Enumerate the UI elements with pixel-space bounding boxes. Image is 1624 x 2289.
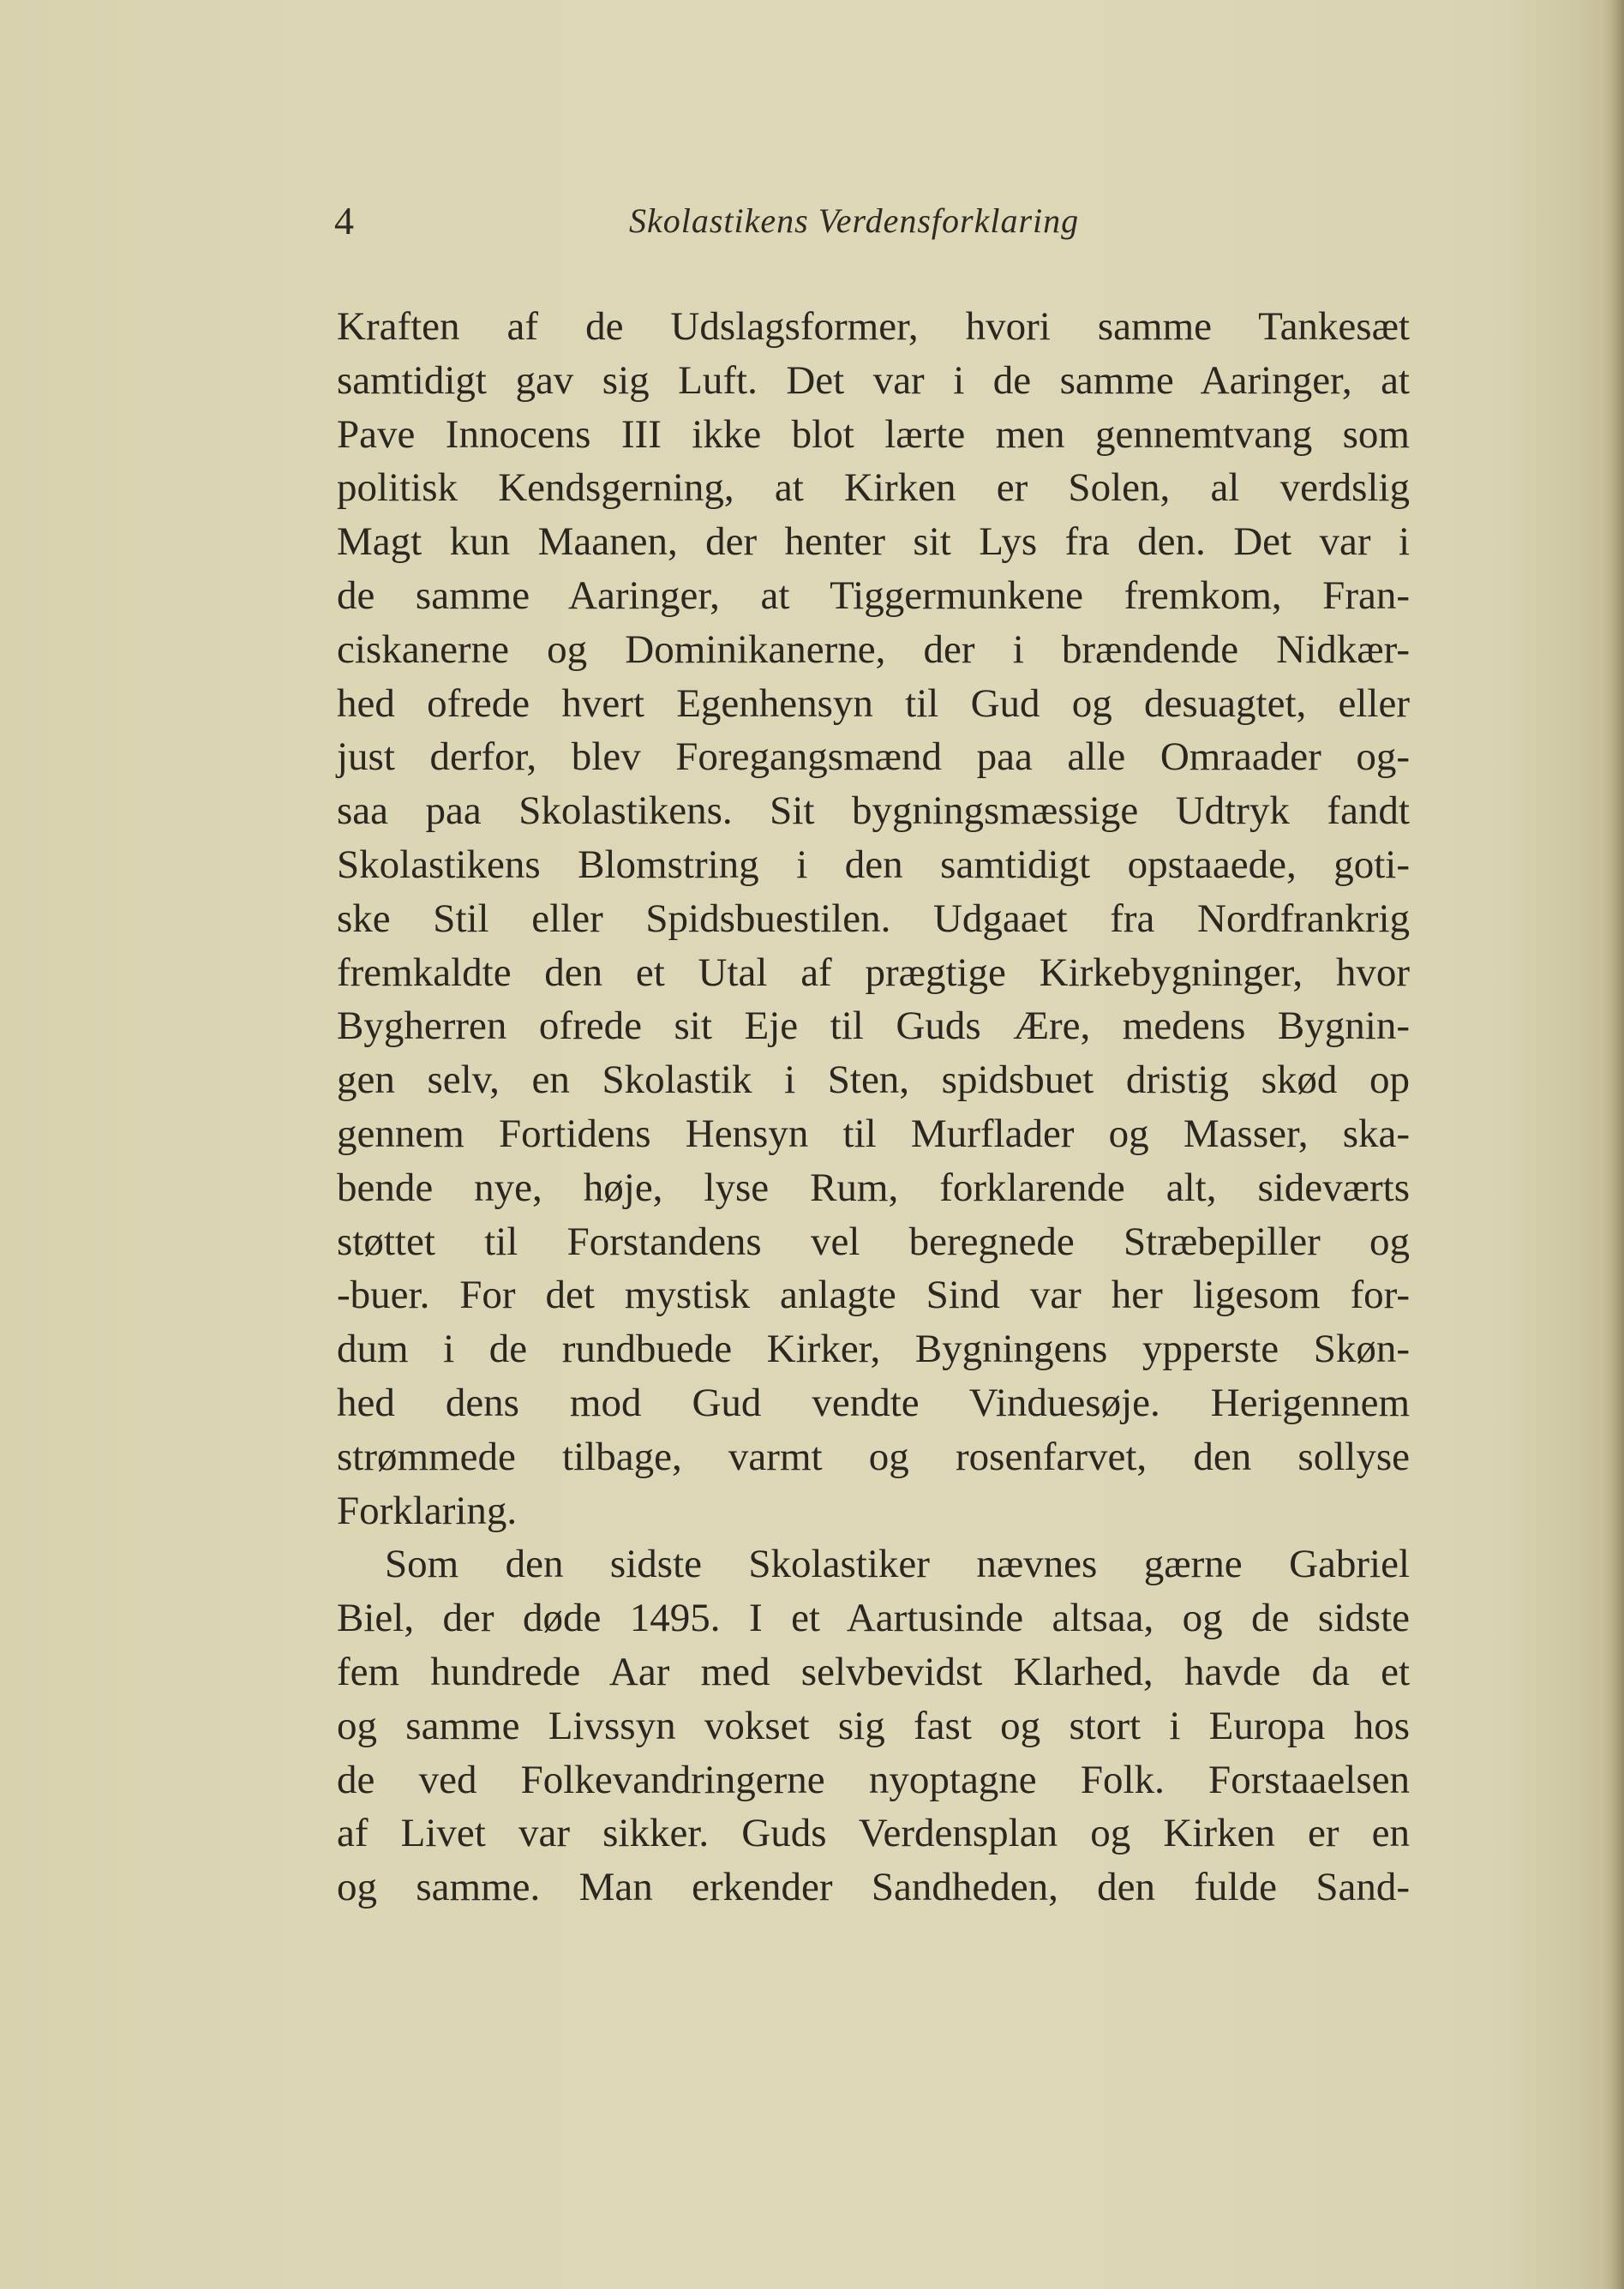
- text-line: Magt kun Maanen, der henter sit Lys fra den. Det var i: [337, 519, 1410, 565]
- text-line: just derfor, blev Foregangsmænd paa alle Omraader og-: [337, 734, 1410, 780]
- paragraph-start-line: Som den sidste Skolastiker nævnes gærne Gabriel: [385, 1542, 1410, 1587]
- text-line: Kraften af de Udslagsformer, hvori samme Tankesæt: [337, 304, 1410, 349]
- text-line: de ved Folkevandringerne nyoptagne Folk. Forstaaelsen: [337, 1757, 1410, 1802]
- running-title: Skolastikens Verdensforklaring: [629, 201, 1080, 240]
- text-line: gennem Fortidens Hensyn til Murflader og Masser, ska-: [337, 1111, 1410, 1156]
- text-line: samtidigt gav sig Luft. Det var i de samme Aaringer, at: [337, 357, 1410, 403]
- body-text: [337, 300, 1410, 1914]
- text-line: ske Stil eller Spidsbuestilen. Udgaaet fra Nordfrankrig: [337, 896, 1410, 941]
- text-line: dum i de rundbuede Kirker, Bygningens ypperste Skøn-: [337, 1327, 1410, 1372]
- text-line: politisk Kendsgerning, at Kirken er Solen, al verdslig: [337, 465, 1410, 511]
- text-line: Bygherren ofrede sit Eje til Guds Ære, medens Bygnin-: [337, 1004, 1410, 1049]
- text-line: ciskanerne og Dominikanerne, der i brændende Nidkær-: [337, 626, 1410, 672]
- paragraph-end-line: Forklaring.: [337, 1488, 518, 1533]
- text-line: de samme Aaringer, at Tiggermunkene fremkom, Fran-: [337, 572, 1410, 618]
- text-line: Skolastikens Blomstring i den samtidigt opstaaede, goti-: [337, 842, 1410, 887]
- page-number: 4: [334, 199, 354, 243]
- running-head: [334, 194, 1474, 249]
- text-line: og samme. Man erkender Sandheden, den fulde Sand-: [337, 1865, 1410, 1910]
- text-line: fremkaldte den et Utal af prægtige Kirkebygninger, hvor: [337, 950, 1410, 995]
- text-line: fem hundrede Aar med selvbevidst Klarhed, havde da et: [337, 1649, 1410, 1694]
- text-line: af Livet var sikker. Guds Verdensplan og Kirken er en: [337, 1811, 1410, 1856]
- text-line: strømmede tilbage, varmt og rosenfarvet, den sollyse: [337, 1434, 1410, 1479]
- text-line: hed ofrede hvert Egenhensyn til Gud og desuagtet, eller: [337, 680, 1410, 726]
- text-line: Pave Innocens III ikke blot lærte men gennemtvang som: [337, 411, 1410, 457]
- page-edge-shadow: [1600, 0, 1624, 2289]
- text-line: hed dens mod Gud vendte Vinduesøje. Herigennem: [337, 1380, 1410, 1425]
- text-line: og samme Livssyn vokset sig fast og stort i Europa hos: [337, 1703, 1410, 1748]
- text-line: støttet til Forstandens vel beregnede Stræbepiller og: [337, 1219, 1410, 1264]
- text-line: bende nye, høje, lyse Rum, forklarende alt, sideværts: [337, 1165, 1410, 1210]
- text-line: Biel, der døde 1495. I et Aartusinde altsaa, og de sidste: [337, 1596, 1410, 1641]
- text-line: -buer. For det mystisk anlagte Sind var her ligesom for-: [337, 1273, 1410, 1318]
- text-line: saa paa Skolastikens. Sit bygningsmæssige Udtryk fandt: [337, 788, 1410, 834]
- text-line: gen selv, en Skolastik i Sten, spidsbuet dristig skød op: [337, 1058, 1410, 1103]
